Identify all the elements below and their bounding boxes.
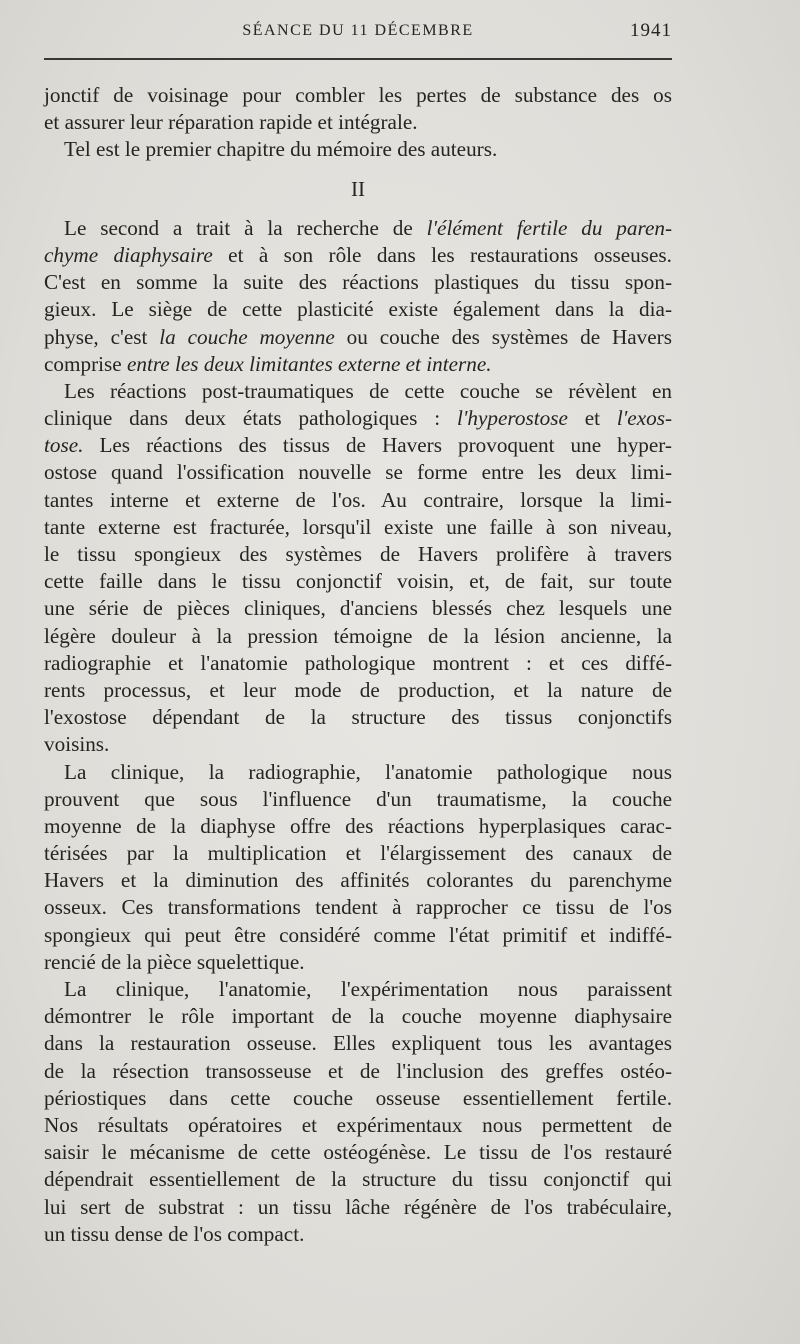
text-line: un tissu dense de l'os compact. [44, 1221, 305, 1246]
text-line: clinique dans deux états pathologiques : l'hyperostose et l'exos- [44, 406, 672, 431]
text-line: Havers et la diminution des affinités colorantes du parenchyme [44, 868, 672, 893]
text-line: ostose quand l'ossification nouvelle se forme entre les deux limi- [44, 460, 672, 485]
page-body [44, 82, 672, 1248]
text-line: gieux. Le siège de cette plasticité existe également dans la dia- [44, 297, 672, 322]
text-line: voisins. [44, 732, 110, 757]
text-line: dans la restauration osseuse. Elles expliquent tous les avantages [44, 1031, 672, 1056]
text-line: Nos résultats opératoires et expérimentaux nous permettent de [44, 1112, 672, 1137]
section-heading: II [350, 176, 366, 201]
text-line: La clinique, l'anatomie, l'expérimentation nous paraissent [64, 977, 672, 1001]
text-line: cette faille dans le tissu conjonctif voisin, et, de fait, sur toute [44, 569, 672, 594]
text-line: Tel est le premier chapitre du mémoire des auteurs. [64, 137, 498, 162]
text-line: radiographie et l'anatomie pathologique montrent : et ces diffé- [44, 650, 672, 675]
text-line: tantes interne et externe de l'os. Au contraire, lorsque la limi- [44, 487, 672, 512]
text-line: Le second a trait à la recherche de l'élément fertile du paren- [64, 215, 672, 240]
text-line: périostiques dans cette couche osseuse essentiellement fertile. [44, 1085, 672, 1110]
text-line: tante externe est fracturée, lorsqu'il existe une faille à son niveau, [44, 514, 672, 539]
text-line: térisées par la multiplication et l'élargissement des canaux de [44, 841, 672, 866]
text-line: et assurer leur réparation rapide et intégrale. [44, 110, 418, 135]
page-header [44, 18, 672, 48]
text-line: saisir le mécanisme de cette ostéogénèse. Le tissu de l'os restauré [44, 1140, 672, 1165]
text-line: dépendrait essentiellement de la structure du tissu conjonctif qui [44, 1167, 672, 1192]
text-line: rents processus, et leur mode de production, et la nature de [44, 677, 672, 702]
text-line: l'exostose dépendant de la structure des tissus conjonctifs [44, 705, 672, 730]
text-line: La clinique, la radiographie, l'anatomie pathologique nous [64, 759, 672, 784]
text-line: osseux. Ces transformations tendent à rapprocher ce tissu de l'os [44, 895, 672, 920]
text-line: le tissu spongieux des systèmes de Havers prolifère à travers [44, 542, 672, 566]
text-line: prouvent que sous l'influence d'un traumatisme, la couche [44, 786, 672, 811]
text-line: Les réactions post-traumatiques de cette couche se révèlent en [64, 378, 672, 403]
text-line: physe, c'est la couche moyenne ou couche des systèmes de Havers [44, 324, 672, 349]
text-line: moyenne de la diaphyse offre des réactions hyperplasiques carac- [44, 813, 672, 838]
text-line: de la résection transosseuse et de l'inclusion des greffes ostéo- [44, 1058, 672, 1083]
text-line: C'est en somme la suite des réactions plastiques du tissu spon- [44, 270, 672, 295]
text-line: rencié de la pièce squelettique. [44, 949, 305, 974]
page-number: 1941 [630, 20, 672, 41]
header-rule [44, 58, 672, 60]
text-line: comprise entre les deux limitantes externe et interne. [44, 351, 492, 376]
text-line: chyme diaphysaire et à son rôle dans les restaurations osseuses. [44, 242, 672, 267]
running-title: SÉANCE DU 11 DÉCEMBRE [242, 22, 474, 39]
text-line: tose. Les réactions des tissus de Havers provoquent une hyper- [44, 433, 672, 458]
text-line: légère douleur à la pression témoigne de la lésion ancienne, la [44, 623, 672, 648]
text-line: une série de pièces cliniques, d'anciens blessés chez lesquels une [44, 596, 672, 621]
text-line: démontrer le rôle important de la couche moyenne diaphysaire [44, 1004, 672, 1029]
text-line: lui sert de substrat : un tissu lâche régénère de l'os trabéculaire, [44, 1194, 672, 1219]
text-line: jonctif de voisinage pour combler les pertes de substance des os [44, 83, 672, 107]
text-line: spongieux qui peut être considéré comme l'état primitif et indiffé- [44, 922, 672, 947]
